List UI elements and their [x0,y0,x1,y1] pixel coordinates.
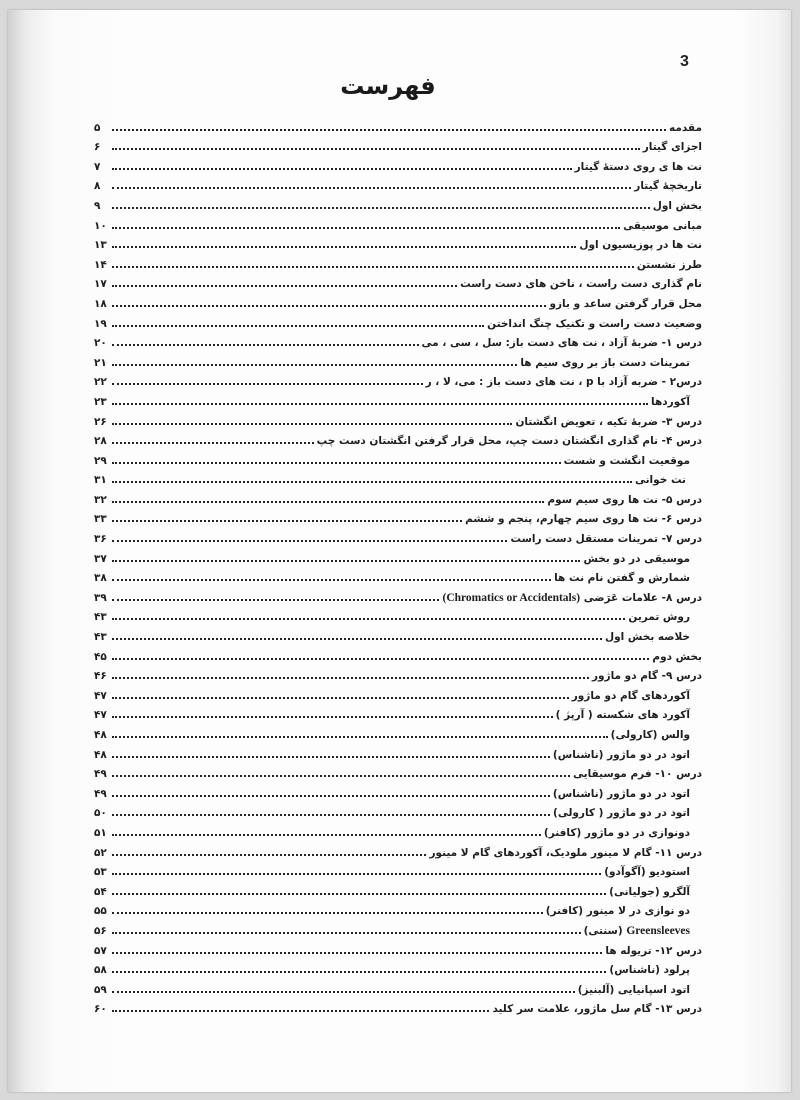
toc-entry [94,623,702,643]
entry-text: خلاصه بخش اول [605,631,690,644]
toc-page-number: ۷ [94,160,101,173]
table-of-contents [94,114,702,1015]
toc-page-number: ۲۲ [94,376,107,389]
toc-page-number: ۳۶ [94,533,107,546]
dot-leader [112,598,439,601]
toc-entry [94,134,702,154]
toc-entry [94,702,702,722]
dot-leader [112,970,606,973]
entry-text: نام گذاری دست راست ، ناخن های دست راست [460,278,702,291]
dot-leader [112,363,517,366]
dot-leader [112,794,550,797]
toc-entry [94,447,702,467]
entry-text: دو نوازی در لا مینور (کافنر) [545,905,690,918]
lesson-number: درس ۱۱- [655,846,702,859]
toc-page-number: ۵۱ [94,826,107,839]
entry-text: نت ها روی سیم سوم [547,493,658,506]
entry-text: آکورد های شکسته ( آرپژ ) [555,709,690,722]
toc-entry [94,408,702,428]
document-page [8,10,791,1092]
toc-page-number: ۶ [94,141,101,154]
toc-page-number: ۱۰ [94,219,107,232]
toc-entry [94,467,702,487]
toc-page-number: ۶۰ [94,1003,107,1016]
toc-entry-title [631,180,702,192]
toc-entry-title [439,592,702,604]
toc-entry-title [544,494,702,506]
toc-entry-title [640,141,702,153]
toc-page-number: ۵۵ [94,905,107,918]
toc-entry-title [550,788,702,800]
dot-leader [112,911,543,914]
dot-leader [112,853,426,856]
toc-page-number: ۴۸ [94,748,107,761]
toc-entry [94,212,702,232]
dot-leader [112,265,634,268]
dot-leader [112,324,484,327]
toc-entry [94,192,702,212]
dot-leader [112,813,550,816]
toc-page-number: ۱۳ [94,239,107,252]
toc-page-number: ۵۰ [94,807,107,820]
entry-text: (سنتی) [583,924,623,937]
toc-entry-title [572,161,702,173]
entry-text: نام گذاری انگشتان دست چپ، محل قرار گرفتن انگشتان دست چپ [316,435,658,448]
dot-leader [112,872,601,875]
lesson-number: درس ۵- [661,493,702,506]
toc-entry [94,761,702,781]
entry-text: آکوردهای گام دو ماژور [571,689,690,702]
entry-text: نت خوانی [634,474,686,487]
dot-leader [112,519,462,522]
toc-entry-title [602,631,702,643]
dot-leader [112,147,640,150]
toc-entry-title [462,513,702,525]
entry-text: پرلود (ناشناس) [609,964,690,977]
toc-page-number: ۳۳ [94,513,107,526]
toc-page-number: ۵۸ [94,964,107,977]
toc-entry [94,957,702,977]
entry-text: مبانی موسیقی [623,219,702,232]
toc-page-number: ۴۶ [94,670,107,683]
toc-page-number: ۴۷ [94,709,107,722]
lesson-number: درس ۶- [661,513,702,526]
toc-entry-title [550,749,702,761]
toc-entry-title [606,886,702,898]
toc-entry-title [650,200,702,212]
toc-page-number: ۲۸ [94,435,107,448]
toc-page-number: ۴۸ [94,729,107,741]
entry-text: آلگرو (جولیانی) [609,885,690,898]
toc-entry [94,996,702,1016]
toc-entry [94,310,702,330]
entry-text: ضربهٔ آزاد ، نت های دست باز: سل ، سی ، می [421,337,658,350]
dot-leader [112,696,569,699]
dot-leader [112,676,589,679]
dot-leader [112,539,507,542]
toc-entry-title [634,259,702,271]
toc-entry [94,271,702,291]
entry-text: تریوله ها [605,944,652,957]
dot-leader [112,1009,489,1012]
toc-entry-title [580,553,702,565]
entry-text: موقعیت انگشت و شست [563,454,690,467]
toc-entry [94,545,702,565]
entry-text: استودیو (آگوآدو) [604,866,690,879]
dot-leader [112,578,551,581]
toc-entry-title [632,474,702,486]
entry-text: بخش اول [652,199,702,212]
toc-entry [94,604,702,624]
toc-entry-title [517,357,702,369]
dot-leader [112,206,650,209]
toc-page-number: ۴۹ [94,787,107,800]
entry-text-latin: Greensleeves [626,924,690,937]
toc-entry-title [551,572,702,584]
toc-page-number: ۳۲ [94,493,107,506]
dot-leader [112,990,575,993]
toc-entry [94,682,702,702]
toc-entry [94,565,702,585]
entry-text: نت ها ی روی دستهٔ گیتار [574,160,702,173]
toc-page-number: ۱۷ [94,278,107,291]
dot-leader [112,343,419,346]
toc-page-number: ۵ [94,121,101,134]
dot-leader [112,480,632,483]
entry-text: روش تمرین [628,611,690,624]
toc-entry [94,917,702,937]
toc-page-number: ۲۶ [94,415,107,428]
toc-entry [94,428,702,448]
entry-text: مقدمه [669,121,702,134]
toc-entry-title [457,278,702,290]
toc-entry-title [581,925,702,937]
toc-entry-title [666,122,702,134]
toc-entry [94,330,702,350]
toc-entry-title [423,376,702,388]
toc-entry-title [314,435,702,447]
toc-entry [94,525,702,545]
toc-entry [94,232,702,252]
entry-text: محل قرار گرفتن ساعد و بازو [549,297,702,310]
entry-text: طرز نشستن [636,258,702,271]
toc-entry-title [576,239,702,251]
toc-entry [94,898,702,918]
toc-entry [94,937,702,957]
toc-entry-title [625,611,702,623]
entry-text: بخش دوم [652,650,702,663]
dot-leader [112,304,546,307]
toc-page-number: ۲۹ [94,454,107,467]
dot-leader [112,931,581,934]
toc-entry [94,976,702,996]
toc-entry-title [649,651,702,663]
entry-text: فرم موسیقایی [573,768,652,781]
toc-entry-title [419,337,702,349]
lesson-number: درس ۱۰- [655,768,702,781]
entry-text: تمرینات مستقل دست راست [510,533,658,546]
toc-page-number: ۹ [94,199,101,212]
toc-entry-title [541,827,702,839]
toc-entry [94,800,702,820]
dot-leader [112,637,602,640]
toc-entry-title [489,1003,702,1015]
dot-leader [112,226,620,229]
dot-leader [112,951,602,954]
toc-page-number: ۵۳ [94,866,107,879]
entry-text: اجزای گیتار [642,141,702,154]
entry-text: ضربه آزاد با p ، نت های دست باز : می، لا ، ر [425,376,658,389]
toc-page-number: ۱۴ [94,258,107,271]
entry-text: گام لا مینور ملودیک، آکوردهای گام لا مینور [429,846,652,859]
toc-entry [94,251,702,271]
lesson-number: درس ۴- [661,435,702,448]
entry-text: اتود اسپانیایی (آلبنیز) [577,983,690,996]
entry-text: تمرینات دست باز بر روی سیم ها [520,356,690,369]
toc-entry [94,506,702,526]
dot-leader [112,186,631,189]
dot-leader [112,500,544,503]
toc-page-number: ۵۲ [94,846,107,859]
dot-leader [112,402,648,405]
toc-entry [94,388,702,408]
entry-text: اتود در دو ماژور (ناشناس) [552,748,690,761]
toc-page-number: ۸ [94,180,101,193]
toc-entry [94,486,702,506]
entry-text: اتود در دو ماژور ( کارولی) [553,807,690,820]
toc-entry [94,819,702,839]
toc-entry [94,643,702,663]
toc-entry-title [507,533,702,545]
lesson-number: درس ۸- [661,591,702,604]
toc-entry [94,663,702,683]
entry-text: تاریخچهٔ گیتار [634,180,702,193]
lesson-number: درس ۱- [661,337,702,350]
dot-leader [112,617,625,620]
dot-leader [112,774,570,777]
entry-text: نت ها در پوزیسیون اول [579,239,702,252]
entry-text: علامات عَرَضی [583,591,658,604]
page-title: فهرست [340,72,436,100]
dot-leader [112,167,572,170]
toc-page-number: ۴۳ [94,611,107,624]
entry-text: دونوازی در دو ماژور (کافنر) [543,826,690,839]
toc-entry-title [561,455,702,467]
dot-leader [112,755,550,758]
page-number: 3 [680,53,689,70]
toc-entry-title [546,298,702,310]
lesson-number: درس۲ - [661,376,702,389]
toc-entry [94,290,702,310]
toc-entry [94,741,702,761]
toc-page-number: ۴۷ [94,689,107,702]
toc-page-number: ۱۸ [94,297,107,310]
lesson-number: درس ۳- [661,415,702,428]
entry-text: ضربهٔ تکیه ، تعویض انگشتان [515,415,658,428]
toc-entry-title [601,866,702,878]
toc-entry-title [570,768,702,780]
toc-page-number: ۵۷ [94,944,107,957]
dot-leader [112,422,512,425]
toc-page-number: ۵۶ [94,924,107,937]
toc-page-number: ۲۳ [94,395,107,408]
lesson-number: درس ۹- [661,670,702,683]
dot-leader [112,245,576,248]
toc-entry-title [569,690,702,702]
toc-entry [94,584,702,604]
toc-entry-title [512,416,702,428]
toc-page-number: ۴۵ [94,650,107,663]
toc-entry-title [602,945,702,957]
dot-leader [112,461,561,464]
toc-page-number: ۳۱ [94,474,107,487]
lesson-number: درس ۱۳- [655,1003,702,1016]
toc-entry [94,859,702,879]
dot-leader [112,284,457,287]
toc-page-number: ۲۱ [94,356,107,369]
dot-leader [112,559,580,562]
toc-entry [94,839,702,859]
dot-leader [112,715,553,718]
entry-text: موسیقی در دو بخش [583,552,690,565]
toc-entry-title [484,318,702,330]
dot-leader [112,892,606,895]
toc-page-number: ۴۳ [94,631,107,644]
entry-text: گام سل ماژور، علامت سر کلید [492,1003,652,1016]
lesson-number: درس ۷- [661,533,702,546]
toc-entry [94,878,702,898]
toc-entry-title [589,670,702,682]
toc-entry [94,114,702,134]
entry-text: گام دو ماژور [591,670,658,683]
dot-leader [112,128,666,131]
toc-page-number: ۱۹ [94,317,107,330]
toc-entry-title [550,807,702,819]
toc-entry-title [606,964,702,976]
entry-text: شمارش و گفتن نام نت ها [554,572,690,585]
lesson-number: درس ۱۲- [655,944,702,957]
entry-text: والس (کارولی) [610,729,690,741]
toc-entry [94,721,702,741]
toc-page-number: ۳۷ [94,552,107,565]
toc-entry-title [543,905,702,917]
toc-entry-title [575,984,702,996]
toc-page-number: ۳۸ [94,572,107,585]
toc-entry [94,369,702,389]
toc-page-number: ۳۹ [94,591,107,604]
toc-entry [94,153,702,173]
toc-page-number: ۴۹ [94,768,107,781]
toc-entry-title [553,709,702,721]
dot-leader [112,382,423,385]
entry-text: وضعیت دست راست و تکنیک چنگ انداختن [487,317,702,330]
toc-entry-title [620,220,702,232]
entry-text-latin: (Chromatics or Accidentals) [442,591,581,604]
dot-leader [112,735,608,738]
entry-text: نت ها روی سیم چهارم، پنجم و ششم [465,513,658,526]
dot-leader [112,657,649,660]
toc-page-number: ۵۴ [94,885,107,898]
dot-leader [112,441,314,444]
toc-entry [94,780,702,800]
toc-entry-title [648,396,702,408]
dot-leader [112,833,541,836]
toc-entry-title [608,729,702,741]
toc-entry [94,173,702,193]
entry-text: اتود در دو ماژور (ناشناس) [552,787,690,800]
entry-text: آکوردها [651,395,690,408]
toc-page-number: ۵۹ [94,983,107,996]
toc-entry-title [426,847,702,859]
toc-entry [94,349,702,369]
toc-page-number: ۲۰ [94,337,107,350]
